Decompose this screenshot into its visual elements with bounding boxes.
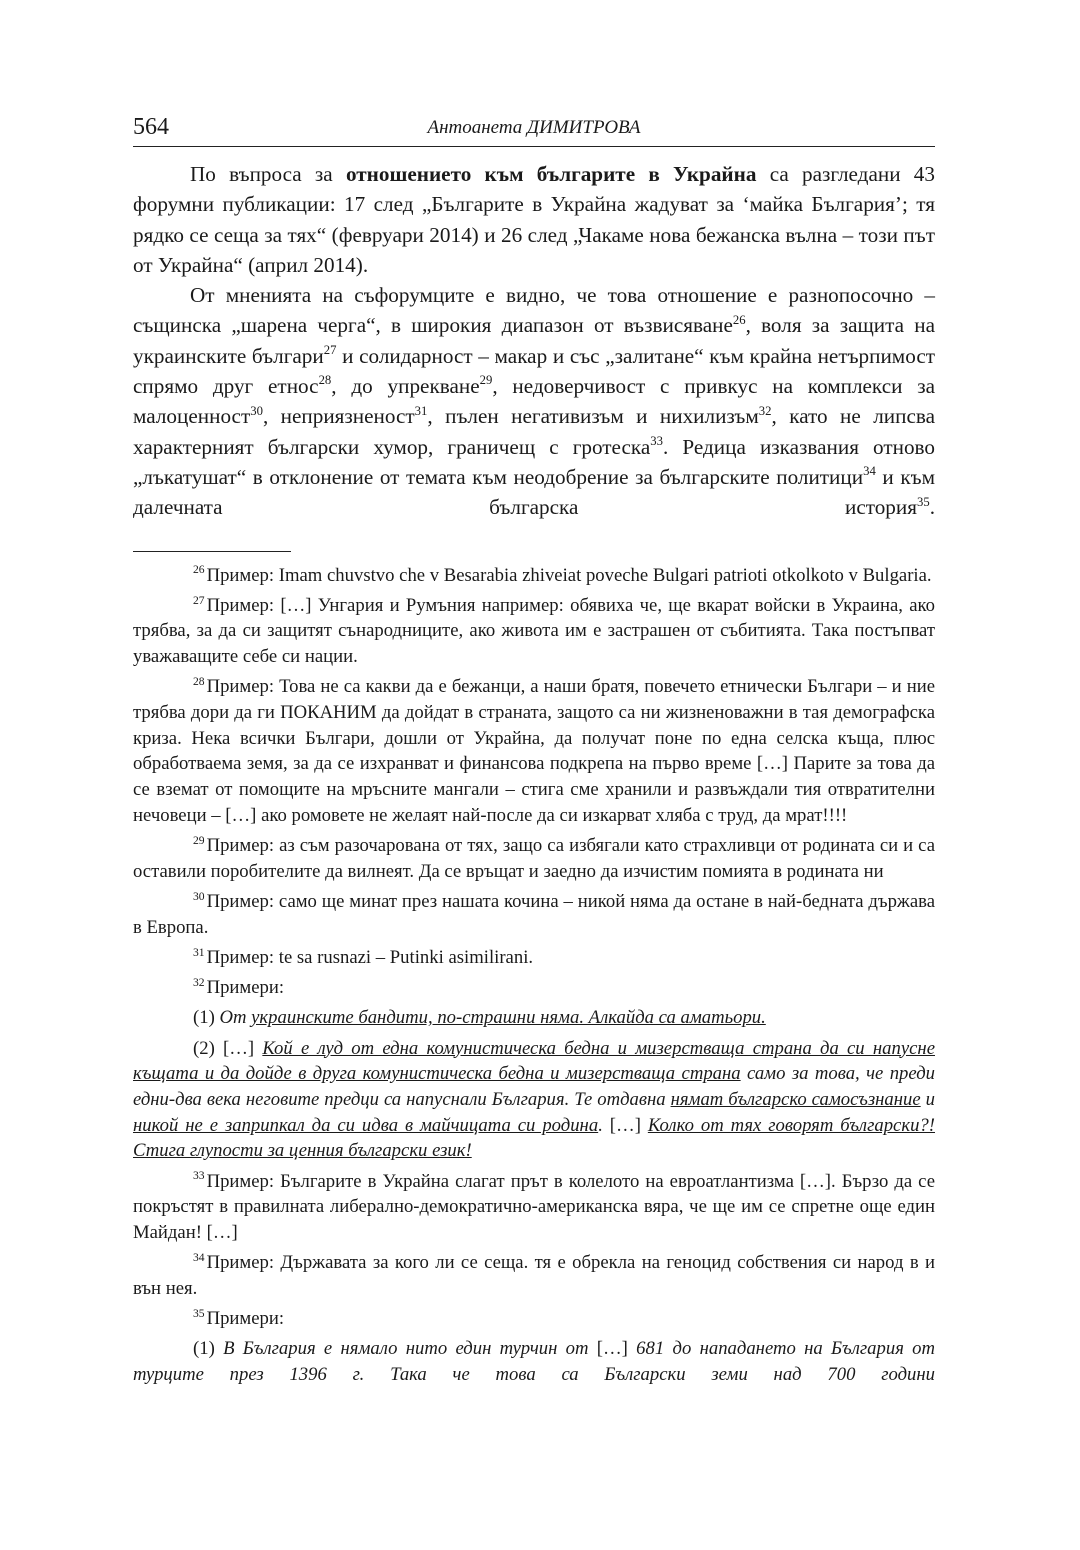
footnote-29 xyxy=(133,833,935,884)
example-underlined: никой не е заприпкал да си идва в майчицата си родина xyxy=(133,1114,599,1136)
footnote-text: Пример: Държавата за кого ли се сеща. тя е обрекла на геноцид собствения си народ в и вън нея. xyxy=(133,1252,935,1299)
example-number: (1) xyxy=(193,1338,224,1360)
page xyxy=(133,112,935,1392)
p2-text: и към далечната българска история xyxy=(133,464,935,520)
example-text: От xyxy=(219,1007,252,1029)
footnote-label: Примери: xyxy=(206,977,285,999)
p2-text: . Редица изказвания отново „лъкатушат“ в отклонение от темата към неодобрение за българските политици xyxy=(133,434,935,489)
footnote-ref-33[interactable]: 33 xyxy=(650,433,663,448)
footnote-number: 26 xyxy=(193,563,205,577)
footnote-text: Пример: Imam chuvstvo che v Besarabia zhiveiat poveche Bulgari patrioti otkolkoto v Bulgaria. xyxy=(206,564,932,586)
example-text: В България е нямало нито един турчин от xyxy=(223,1338,597,1360)
example-text: . xyxy=(598,1114,603,1136)
page-header xyxy=(133,112,935,147)
footnote-ref-34[interactable]: 34 xyxy=(863,464,876,479)
footnote-ref-27[interactable]: 27 xyxy=(323,343,337,358)
example-number: (2) […] xyxy=(193,1037,263,1059)
footnote-ref-28[interactable]: 28 xyxy=(318,373,332,388)
example-underlined: Кой е луд от една комунистическа бедна и мизерстваща страна да си напусне къщата и да дойде в друга комунистическа бедна и мизерстваща страна xyxy=(133,1037,935,1085)
footnote-text: Пример: Българите в Украйна слагат прът в колелото на евроатлантизма […]. Бързо да се покръстят в правилната либерално-демократично-американска вяра, че ще им се спретне още един Майдан! […] xyxy=(133,1170,935,1243)
example-ellipsis: […] xyxy=(596,1338,628,1360)
p1-text-2: са разгледани 43 форумни публикации: 17 след „Българите в Украйна жадуват за ‘майка България’; тя рядко се сеща за тях“ (февруари 2014) и 26 след „Чакаме нова бежанска вълна – този път от Украйна“ (април 2014). xyxy=(133,162,935,277)
footnote-separator xyxy=(133,551,291,552)
footnote-text: Пример: […] Унгария и Румъния например: обявиха че, ще вкарат войски в Украина, ако трябва, за да си защитят сънародниците, ако живота им е застрашен от събитията. Така постъпват уважаващите себе си нации. xyxy=(133,594,935,668)
p2-text: , пълен негативизъм и нихилизъм xyxy=(427,404,759,429)
footnote-number: 28 xyxy=(193,675,205,689)
main-text xyxy=(133,159,935,523)
p1-bold: отношението към българите в Украйна xyxy=(345,162,757,186)
p2-text: , воля за защита на украинските българи xyxy=(133,313,935,368)
example-underlined: Стига глупости за ценния български език! xyxy=(133,1140,472,1162)
paragraph-2 xyxy=(133,280,935,522)
example-text: само за това, че преди едни-два века неговите предци са напуснали България. Те отдавна xyxy=(133,1063,936,1110)
example-underlined: нямат българско самосъзнание xyxy=(670,1088,921,1110)
footnote-32 xyxy=(133,975,935,1001)
footnote-ref-26[interactable]: 26 xyxy=(732,312,746,327)
footnote-31 xyxy=(133,945,935,971)
footnote-ref-35[interactable]: 35 xyxy=(916,494,930,509)
footnote-number: 33 xyxy=(193,1169,205,1183)
footnote-ref-31[interactable]: 31 xyxy=(414,403,428,418)
footnote-number: 29 xyxy=(193,833,205,847)
paragraph-1 xyxy=(133,159,935,280)
footnote-number: 30 xyxy=(193,889,205,903)
footnote-28 xyxy=(133,674,935,828)
footnote-30 xyxy=(133,889,935,940)
p2-text: и солидарност – макар и със „залитане“ към крайна нетърпимост спрямо друг етнос xyxy=(133,343,936,399)
p2-text: , като не липсва характерният български хумор, граничещ с гротеска xyxy=(133,404,935,459)
footnotes xyxy=(133,563,935,1388)
p2-text: От мненията на съфорумците е видно, че това отношение е разнопосочно – същинска „шарена черга“, в широкия диапазон от възвисяване xyxy=(133,283,935,338)
footnote-35-example-1 xyxy=(133,1336,935,1387)
footnote-32-example-1 xyxy=(133,1005,935,1031)
example-underlined: украинските бандити, по-страшни няма. Алкайда са аматьори. xyxy=(251,1007,766,1029)
footnote-number: 31 xyxy=(193,945,205,959)
footnote-number: 27 xyxy=(193,593,205,607)
footnote-27 xyxy=(133,593,935,670)
p2-text: . xyxy=(929,495,935,520)
footnote-number: 32 xyxy=(193,975,205,989)
example-text: 681 до нападането на България от турците през 1396 г. Така че това са Български земи над 700 години xyxy=(133,1338,936,1385)
footnote-number: 35 xyxy=(193,1306,205,1320)
footnote-34 xyxy=(133,1250,935,1301)
footnote-text: Пример: само ще минат през нашата кочина – никой няма да остане в най-бедната държава в Европа. xyxy=(133,891,935,938)
running-title: Антоанета ДИМИТРОВА xyxy=(427,117,641,138)
footnote-text: Пример: аз съм разочарована от тях, защо са избягали като страхливци от родината си и са оставили поробителите да вилнеят. Да се връщат и заедно да изчистим помията в родината ни xyxy=(133,835,935,882)
example-text: и xyxy=(920,1088,935,1110)
p2-text: , до упрекване xyxy=(331,374,480,399)
example-underlined: Колко от тях говорят български?! xyxy=(647,1114,935,1136)
p2-text: , неприязненост xyxy=(262,404,415,429)
example-ellipsis: […] xyxy=(602,1114,648,1136)
footnote-26 xyxy=(133,563,935,589)
p1-text: По въпроса за xyxy=(190,162,346,186)
footnote-ref-29[interactable]: 29 xyxy=(479,373,493,388)
footnote-text: Пример: Това не са какви да е бежанци, а наши братя, повечето етнически Българи – и ние трябва дори да ги ПОКАНИМ да дойдат в страната, защото са ни жизненоважни в тая демографска криза. Нека всички Българи, дошли от Украйна, да получат поне по една селска къща, плюс обработваема земя, за да се изхранват и финансова подкрепа на първо време […] Парите за това да се вземат от помощите на мръсните мангали – стига сме хранили и развъждали тия отвратителни нечовеци – […] ако ромовете не желаят най-после да си изкарват хляба с труд, да мрат!!!! xyxy=(133,676,935,826)
footnote-number: 34 xyxy=(193,1250,205,1264)
page-number: 564 xyxy=(133,114,169,140)
p2-text: , недоверчивост с привкус на комплекси за малоценност xyxy=(133,374,935,429)
example-number: (1) xyxy=(193,1007,220,1029)
footnote-label: Примери: xyxy=(206,1308,285,1330)
footnote-text: Пример: te sa rusnazi – Putinki asimilirani. xyxy=(206,946,534,968)
footnote-35 xyxy=(133,1306,935,1332)
footnote-32-example-2 xyxy=(133,1036,935,1165)
footnote-ref-32[interactable]: 32 xyxy=(758,403,772,418)
footnote-ref-30[interactable]: 30 xyxy=(250,403,263,418)
footnote-33 xyxy=(133,1169,935,1246)
